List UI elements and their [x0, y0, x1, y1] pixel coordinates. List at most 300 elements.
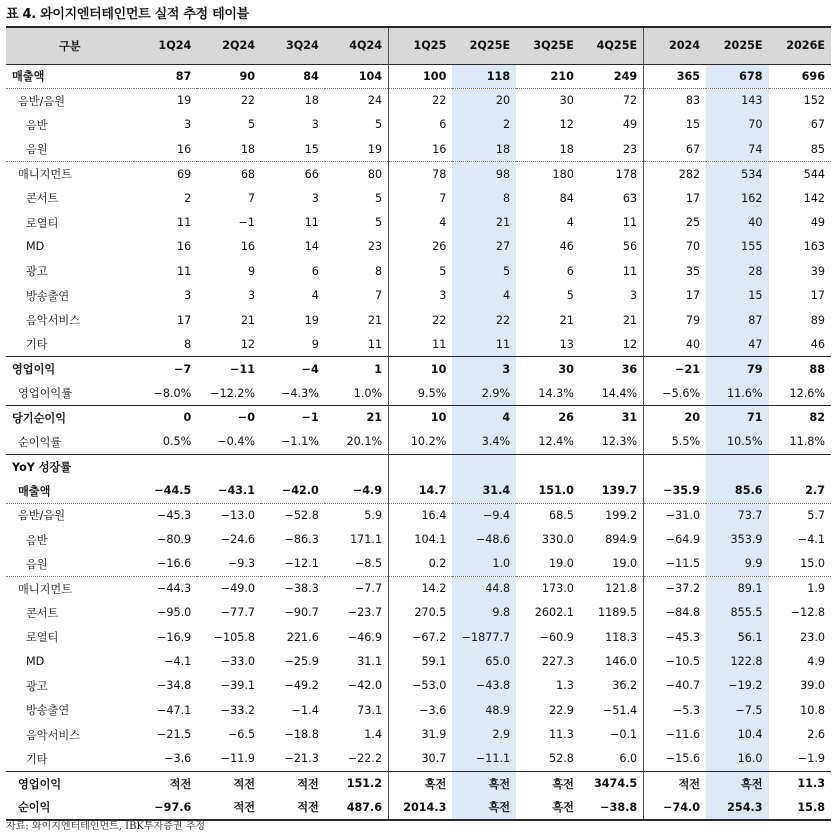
value-cell: 6	[311, 264, 319, 278]
row-label: YoY 성장률	[6, 454, 134, 478]
value-cell: −42.0	[347, 679, 383, 693]
value-cell: 66	[261, 162, 325, 186]
value-cell: 적전	[261, 796, 325, 820]
value-cell: 3	[311, 191, 319, 205]
value-cell: 146.0	[605, 655, 638, 669]
value-cell: −11.5	[644, 552, 706, 576]
value-cell	[452, 454, 516, 478]
value-cell: −38.3	[261, 576, 325, 600]
value-cell: 3474.5	[580, 771, 644, 795]
value-cell: 151.2	[325, 771, 389, 795]
header-period-cell: 3Q25E	[516, 27, 580, 64]
value-cell: 143	[706, 88, 768, 112]
value-cell: −7	[134, 357, 198, 381]
row-label: 음반/음원	[6, 503, 134, 527]
value-cell: 12.3%	[601, 435, 638, 449]
value-cell: 3	[311, 118, 319, 132]
value-cell: 9.8	[452, 601, 516, 625]
value-cell: 5	[374, 191, 383, 205]
value-cell: 69	[134, 162, 198, 186]
value-cell: −39.1	[220, 679, 256, 693]
value-cell: 5	[389, 259, 453, 283]
header-period-cell: 4Q24	[325, 27, 389, 64]
row-label: 로열티	[26, 631, 59, 645]
value-cell: 23.0	[800, 630, 825, 644]
table-row	[6, 235, 831, 259]
value-cell: 19	[134, 88, 198, 112]
header-label-cell: 구분	[6, 27, 134, 64]
value-cell: 15.0	[800, 557, 825, 571]
row-label: 순이익	[6, 796, 134, 820]
value-cell: −1	[238, 216, 256, 230]
value-cell: 71	[706, 405, 768, 429]
value-cell: 7	[389, 186, 453, 210]
value-cell: 68	[197, 162, 261, 186]
value-cell: −9.3	[227, 557, 256, 571]
value-cell: −51.4	[602, 703, 638, 717]
value-cell: 89.1	[706, 576, 768, 600]
value-cell: 5.7	[769, 503, 831, 527]
value-cell: 14.2	[389, 576, 453, 600]
value-cell: 163	[803, 240, 825, 254]
value-cell: 1189.5	[598, 606, 638, 620]
value-cell: 11	[622, 264, 638, 278]
value-cell: 16	[240, 240, 256, 254]
value-cell: 65.0	[452, 649, 516, 673]
value-cell: 12	[559, 118, 574, 132]
value-cell: −43.8	[452, 674, 516, 698]
value-cell: 31.4	[452, 479, 516, 503]
table-row	[6, 88, 831, 112]
value-cell: −16.9	[157, 630, 192, 644]
value-cell: −4.9	[352, 484, 383, 498]
value-cell: 21	[559, 313, 574, 327]
value-cell: 78	[389, 162, 453, 186]
value-cell: 5	[247, 118, 256, 132]
table-row	[6, 674, 831, 698]
value-cell	[261, 454, 325, 478]
table-row	[6, 771, 831, 795]
value-cell: 4	[311, 289, 319, 303]
value-cell: 3	[630, 289, 638, 303]
value-cell: 11.6%	[706, 381, 768, 405]
value-cell: 40	[644, 332, 706, 356]
table-row	[6, 552, 831, 576]
header-period-cell: 2025E	[706, 27, 768, 64]
value-cell: 1.3	[556, 679, 574, 693]
table-row	[6, 162, 831, 186]
value-cell: 36.2	[612, 679, 638, 693]
value-cell: −25.9	[284, 655, 319, 669]
value-cell: −77.7	[220, 606, 256, 620]
value-cell: −40.7	[644, 674, 706, 698]
value-cell: 21	[240, 313, 256, 327]
value-cell: −12.8	[790, 606, 825, 620]
value-cell: 22	[452, 308, 516, 332]
value-cell: 855.5	[706, 601, 768, 625]
header-period-cell: 4Q25E	[580, 27, 644, 64]
table-row	[6, 454, 831, 478]
row-label: 순이익률	[18, 435, 62, 449]
value-cell: −5.3	[644, 698, 706, 722]
value-cell: 10.2%	[389, 430, 453, 454]
value-cell: −1877.7	[452, 625, 516, 649]
value-cell: 14	[304, 240, 319, 254]
value-cell: 162	[706, 186, 768, 210]
table-row	[6, 284, 831, 308]
row-label: 음반/음원	[6, 88, 134, 112]
table-row	[6, 601, 831, 625]
value-cell: −5.6%	[644, 381, 706, 405]
value-cell: 35	[644, 259, 706, 283]
value-cell: 89	[810, 313, 825, 327]
value-cell: 8	[452, 186, 516, 210]
value-cell: −43.1	[218, 484, 256, 498]
row-label: 매출액	[18, 484, 51, 498]
value-cell: 155	[706, 235, 768, 259]
value-cell: −11	[197, 357, 261, 381]
value-cell: 17	[810, 289, 825, 303]
value-cell: 3	[247, 289, 256, 303]
value-cell: 9	[247, 264, 256, 278]
value-cell: 15.8	[769, 796, 831, 820]
value-cell: 23	[622, 142, 638, 156]
row-label: 영업이익률	[18, 387, 73, 401]
value-cell	[769, 454, 831, 478]
value-cell: 87	[706, 308, 768, 332]
row-label: 방송출연	[26, 704, 70, 718]
value-cell: 21	[452, 210, 516, 234]
value-cell: 104.1	[389, 527, 453, 551]
value-cell: 12	[240, 337, 256, 351]
value-cell: 4	[389, 210, 453, 234]
row-label: 음반	[26, 118, 48, 132]
value-cell: −12.1	[284, 557, 319, 571]
value-cell: 46	[810, 337, 825, 351]
value-cell: 67	[644, 137, 706, 161]
value-cell: −24.6	[220, 533, 256, 547]
value-cell: 30	[516, 88, 580, 112]
value-cell: 82	[769, 405, 831, 429]
value-cell: 79	[706, 357, 768, 381]
header-period-cell: 3Q24	[261, 27, 325, 64]
value-cell: −53.0	[389, 674, 453, 698]
value-cell: −97.6	[134, 796, 198, 820]
row-label: 매니지먼트	[6, 576, 134, 600]
table-row	[6, 381, 831, 405]
value-cell: 221.6	[286, 630, 319, 644]
value-cell: 27	[452, 235, 516, 259]
table-row	[6, 64, 831, 88]
value-cell: 25	[644, 210, 706, 234]
value-cell: 1	[325, 357, 389, 381]
value-cell: 18	[240, 142, 256, 156]
value-cell: 31.1	[357, 655, 383, 669]
value-cell: −3.6	[389, 698, 453, 722]
value-cell: 22	[197, 88, 261, 112]
value-cell: −67.2	[389, 625, 453, 649]
value-cell: −7.7	[325, 576, 389, 600]
value-cell: 122.8	[706, 649, 768, 673]
value-cell: −4	[261, 357, 325, 381]
value-cell: 47	[706, 332, 768, 356]
value-cell: 2602.1	[534, 606, 574, 620]
value-cell: 4	[452, 284, 516, 308]
earnings-estimate-table	[6, 26, 831, 821]
value-cell: 118	[452, 64, 516, 88]
header-period-cell: 2Q25E	[452, 27, 516, 64]
row-label: 당기순이익	[6, 405, 134, 429]
table-row	[6, 137, 831, 161]
value-cell: −21.5	[157, 728, 192, 742]
value-cell: −16.6	[157, 557, 192, 571]
value-cell: 적전	[134, 771, 198, 795]
value-cell: 118.3	[605, 630, 638, 644]
value-cell: 2	[452, 113, 516, 137]
value-cell: 20	[452, 88, 516, 112]
value-cell: 11	[452, 332, 516, 356]
value-cell: 흑전	[516, 796, 580, 820]
value-cell: −0.1	[609, 728, 638, 742]
row-label: 기타	[26, 752, 48, 766]
value-cell: 59.1	[389, 649, 453, 673]
row-label: 음반	[26, 533, 48, 547]
value-cell: 31.9	[389, 723, 453, 747]
value-cell: 10	[389, 357, 453, 381]
row-label: MD	[26, 240, 45, 254]
value-cell: −23.7	[347, 606, 383, 620]
value-cell: −46.9	[347, 630, 383, 644]
value-cell: 13	[559, 337, 574, 351]
value-cell: 199.2	[580, 503, 644, 527]
value-cell: 12.6%	[789, 386, 825, 400]
value-cell: 7	[374, 289, 383, 303]
value-cell: −21	[644, 357, 706, 381]
value-cell: 31	[580, 405, 644, 429]
value-cell: 24	[325, 88, 389, 112]
value-cell: −42.0	[281, 484, 319, 498]
table-row	[6, 357, 831, 381]
value-cell: 282	[644, 162, 706, 186]
value-cell: 11	[177, 264, 192, 278]
value-cell: 21	[622, 313, 638, 327]
value-cell	[134, 454, 198, 478]
value-cell: −11.9	[220, 752, 256, 766]
value-cell: 11	[622, 216, 638, 230]
row-label: 콘서트	[26, 192, 59, 206]
value-cell: 18	[559, 142, 574, 156]
value-cell: −6.5	[227, 728, 256, 742]
row-label: 음원	[26, 143, 48, 157]
value-cell: 67	[810, 118, 825, 132]
value-cell: −18.8	[284, 728, 319, 742]
row-label: 콘서트	[26, 606, 59, 620]
value-cell: 흑전	[389, 771, 453, 795]
value-cell: 152	[769, 88, 831, 112]
value-cell: 흑전	[452, 796, 516, 820]
value-cell: 15	[706, 284, 768, 308]
value-cell: 9.9	[706, 552, 768, 576]
table-row	[6, 503, 831, 527]
source-note: 자료: 와이지엔터테인먼트, IBK투자증권 추정	[6, 821, 206, 832]
earnings-table-container	[6, 26, 831, 821]
value-cell: 79	[644, 308, 706, 332]
value-cell: 3	[389, 284, 453, 308]
value-cell: 534	[706, 162, 768, 186]
value-cell: 98	[452, 162, 516, 186]
value-cell: 14.3%	[538, 386, 574, 400]
value-cell: 4	[566, 216, 574, 230]
table-title: 표 4. 와이지엔터테인먼트 실적 추정 테이블	[6, 7, 249, 22]
value-cell: 353.9	[706, 527, 768, 551]
row-label: MD	[26, 655, 45, 669]
value-cell: −44.3	[134, 576, 198, 600]
value-cell: 696	[769, 64, 831, 88]
value-cell: −1.4	[291, 703, 319, 717]
value-cell: 0	[134, 405, 198, 429]
value-cell: −86.3	[284, 533, 319, 547]
value-cell: 2014.3	[389, 796, 453, 820]
value-cell: −52.8	[261, 503, 325, 527]
value-cell: 254.3	[706, 796, 768, 820]
value-cell: 5	[374, 216, 383, 230]
row-label: 음악서비스	[26, 314, 81, 328]
value-cell: 2	[184, 191, 192, 205]
value-cell: 85.6	[706, 479, 768, 503]
value-cell: 0.2	[389, 552, 453, 576]
table-row	[6, 186, 831, 210]
value-cell	[516, 454, 580, 478]
value-cell: 30	[516, 357, 580, 381]
value-cell: 26	[516, 405, 580, 429]
value-cell: 44.8	[452, 576, 516, 600]
value-cell: 9.5%	[389, 381, 453, 405]
value-cell: −0.4%	[217, 435, 256, 449]
value-cell: 10.5%	[706, 430, 768, 454]
row-label: 음원	[26, 557, 48, 571]
value-cell: −105.8	[213, 630, 256, 644]
value-cell: 6	[389, 113, 453, 137]
value-cell: −0	[197, 405, 261, 429]
value-cell: 63	[622, 191, 638, 205]
row-label: 영업이익	[6, 771, 134, 795]
value-cell: 2.9%	[452, 381, 516, 405]
row-label: 매출액	[6, 64, 134, 88]
value-cell: 0.5%	[162, 435, 192, 449]
value-cell: −95.0	[157, 606, 192, 620]
value-cell: 36	[580, 357, 644, 381]
value-cell: 22.9	[548, 703, 574, 717]
value-cell: 4	[452, 405, 516, 429]
value-cell: −45.3	[644, 625, 706, 649]
value-cell: −3.6	[164, 752, 192, 766]
value-cell: 39.0	[800, 679, 825, 693]
row-label: 방송출연	[26, 289, 70, 303]
value-cell: −4.3%	[281, 386, 319, 400]
value-cell: 15	[304, 142, 319, 156]
value-cell: 10.4	[706, 723, 768, 747]
value-cell: 894.9	[605, 533, 638, 547]
value-cell: −38.8	[580, 796, 644, 820]
value-cell: 1.0	[452, 552, 516, 576]
value-cell: 46	[559, 240, 574, 254]
value-cell: −21.3	[284, 752, 319, 766]
value-cell	[197, 454, 261, 478]
value-cell: 17	[177, 313, 192, 327]
value-cell: −19.2	[706, 674, 768, 698]
value-cell: −10.5	[644, 649, 706, 673]
value-cell: 11.3	[769, 771, 831, 795]
value-cell: 적전	[644, 771, 706, 795]
value-cell	[389, 454, 453, 478]
value-cell: −80.9	[157, 533, 192, 547]
table-row	[6, 210, 831, 234]
value-cell: 15	[644, 113, 706, 137]
value-cell: 139.7	[601, 484, 638, 498]
value-cell: 83	[644, 88, 706, 112]
value-cell: 49	[810, 216, 825, 230]
value-cell: −13.0	[197, 503, 261, 527]
table-row	[6, 113, 831, 137]
value-cell: −34.8	[157, 679, 192, 693]
value-cell: 227.3	[541, 655, 574, 669]
value-cell: 49	[622, 118, 638, 132]
value-cell: 16	[389, 137, 453, 161]
value-cell: 10	[389, 405, 453, 429]
value-cell: 11	[304, 216, 319, 230]
value-cell: 5	[452, 259, 516, 283]
row-label: 기타	[26, 338, 48, 352]
value-cell	[325, 454, 389, 478]
table-row	[6, 527, 831, 551]
value-cell: 8	[184, 337, 192, 351]
value-cell: 17	[644, 186, 706, 210]
value-cell: 544	[769, 162, 831, 186]
value-cell: −90.7	[284, 606, 319, 620]
value-cell: −7.5	[706, 698, 768, 722]
value-cell: 23	[367, 240, 383, 254]
value-cell: −4.1	[164, 655, 192, 669]
row-label: 로열티	[26, 216, 59, 230]
value-cell: 70	[644, 235, 706, 259]
value-cell: −47.1	[157, 703, 192, 717]
value-cell: 2.7	[805, 484, 825, 498]
value-cell: 14.7	[389, 479, 453, 503]
value-cell: 적전	[261, 771, 325, 795]
value-cell: 5	[374, 118, 383, 132]
value-cell: 151.0	[538, 484, 574, 498]
table-row	[6, 405, 831, 429]
value-cell: 52.8	[548, 752, 574, 766]
value-cell: 18	[261, 88, 325, 112]
value-cell: 87	[134, 64, 198, 88]
value-cell: 11	[367, 337, 383, 351]
value-cell: 16	[177, 240, 192, 254]
value-cell: −31.0	[644, 503, 706, 527]
value-cell	[644, 454, 706, 478]
value-cell: 84	[261, 64, 325, 88]
value-cell: 142	[803, 191, 825, 205]
value-cell: −49.0	[197, 576, 261, 600]
value-cell: 12	[622, 337, 638, 351]
value-cell: 적전	[197, 796, 261, 820]
value-cell: −8.0%	[153, 386, 192, 400]
value-cell: 11	[177, 216, 192, 230]
value-cell: 19.0	[548, 557, 574, 571]
value-cell: −9.4	[452, 503, 516, 527]
value-cell: −11.1	[452, 747, 516, 771]
value-cell: 85	[810, 142, 825, 156]
